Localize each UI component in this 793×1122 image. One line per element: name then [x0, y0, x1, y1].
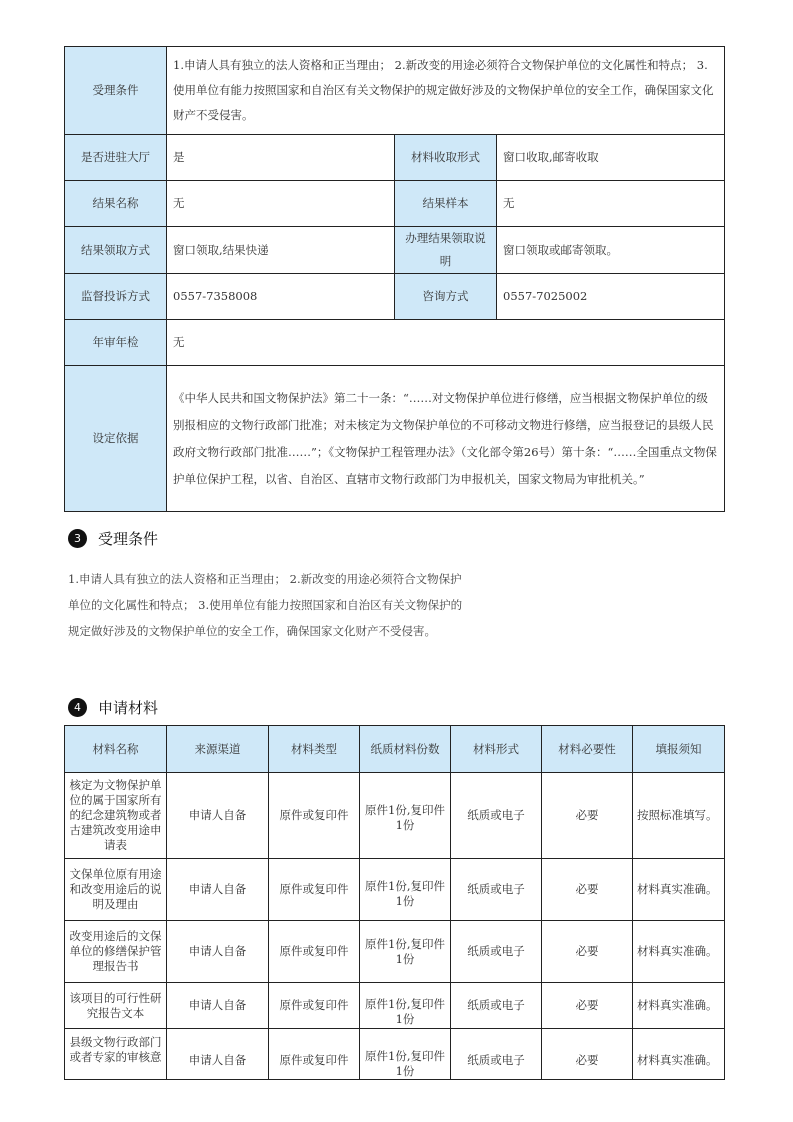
complaint-label: 监督投诉方式: [65, 274, 167, 320]
basis-value: 《中华人民共和国文物保护法》第二十一条：“……对文物保护单位进行修缮，应当根据文物保护单位的级别报相应的文物行政部门批准；对未核定为文物保护单位的不可移动文物进行修缮，应当报登记的县级人民政府文物行政部门批准……”；《文物保护工程管理办法》（文化部令第26号）第十条：“……全国重点文物保护单位保护工程，以省、自治区、直辖市文物行政部门为申报机关，国家文物局为审批机关。”: [167, 366, 725, 512]
header-material-name: 材料名称: [65, 726, 167, 773]
material-form: 纸质或电子: [451, 859, 542, 921]
header-source: 来源渠道: [167, 726, 269, 773]
section-number-badge: 4: [68, 698, 87, 717]
material-required: 必要: [542, 859, 633, 921]
material-note: 材料真实准确。: [633, 1029, 725, 1080]
material-required: 必要: [542, 921, 633, 983]
service-info-table: [64, 46, 725, 512]
basis-label: 设定依据: [65, 366, 167, 512]
section-number-badge: 3: [68, 529, 87, 548]
material-name: 改变用途后的文保单位的修缮保护管理报告书: [65, 921, 167, 983]
conditions-paragraph: 1.申请人具有独立的法人资格和正当理由； 2.新改变的用途必须符合文物保护单位的文化属性和特点； 3.使用单位有能力按照国家和自治区有关文物保护的规定做好涉及的文物保护单位的安全工作，确保国家文化财产不受侵害。: [68, 572, 463, 638]
result-name-label: 结果名称: [65, 181, 167, 227]
material-source: 申请人自备: [167, 859, 269, 921]
material-type: 原件或复印件: [269, 983, 360, 1029]
material-form: 纸质或电子: [451, 773, 542, 859]
material-name: 县级文物行政部门或者专家的审核意: [65, 1029, 167, 1080]
header-type: 材料类型: [269, 726, 360, 773]
material-type: 原件或复印件: [269, 1029, 360, 1080]
material-required: 必要: [542, 1029, 633, 1080]
material-type: 原件或复印件: [269, 773, 360, 859]
material-required: 必要: [542, 773, 633, 859]
hall-value: 是: [167, 135, 395, 181]
result-sample-value: 无: [497, 181, 725, 227]
material-source: 申请人自备: [167, 983, 269, 1029]
material-note: 按照标准填写。: [633, 773, 725, 859]
material-form: 纸质或电子: [451, 1029, 542, 1080]
annual-label: 年审年检: [65, 320, 167, 366]
material-copies: 原件1份,复印件1份: [360, 1029, 451, 1080]
result-note-label: 办理结果领取说明: [395, 227, 497, 274]
conditions-value: 1.申请人具有独立的法人资格和正当理由； 2.新改变的用途必须符合文物保护单位的文化属性和特点； 3.使用单位有能力按照国家和自治区有关文物保护的规定做好涉及的文物保护单位的安全工作，确保国家文化财产不受侵害。: [167, 47, 725, 135]
material-copies: 原件1份,复印件1份: [360, 773, 451, 859]
materials-table: [64, 725, 725, 1080]
material-copies: 原件1份,复印件1份: [360, 983, 451, 1029]
hall-label: 是否进驻大厅: [65, 135, 167, 181]
conditions-label: 受理条件: [65, 47, 167, 135]
result-get-value: 窗口领取,结果快递: [167, 227, 395, 274]
material-form: 纸质或电子: [451, 921, 542, 983]
result-get-label: 结果领取方式: [65, 227, 167, 274]
material-source: 申请人自备: [167, 921, 269, 983]
result-sample-label: 结果样本: [395, 181, 497, 227]
section-heading-materials: [68, 697, 158, 718]
table-row: [65, 1029, 725, 1080]
section-heading-conditions: [68, 528, 158, 549]
header-copies: 纸质材料份数: [360, 726, 451, 773]
material-name: 该项目的可行性研究报告文本: [65, 983, 167, 1029]
material-copies: 原件1份,复印件1份: [360, 921, 451, 983]
material-copies: 原件1份,复印件1份: [360, 859, 451, 921]
material-note: 材料真实准确。: [633, 859, 725, 921]
complaint-value: 0557-7358008: [167, 274, 395, 320]
material-type: 原件或复印件: [269, 921, 360, 983]
material-form: 纸质或电子: [451, 983, 542, 1029]
material-note: 材料真实准确。: [633, 921, 725, 983]
annual-value: 无: [167, 320, 725, 366]
header-note: 填报须知: [633, 726, 725, 773]
table-row: [65, 921, 725, 983]
material-note: 材料真实准确。: [633, 983, 725, 1029]
collect-label: 材料收取形式: [395, 135, 497, 181]
collect-value: 窗口收取,邮寄收取: [497, 135, 725, 181]
material-type: 原件或复印件: [269, 859, 360, 921]
result-note-value: 窗口领取或邮寄领取。: [497, 227, 725, 274]
table-row: [65, 773, 725, 859]
material-name: 文保单位原有用途和改变用途后的说明及理由: [65, 859, 167, 921]
material-name: 核定为文物保护单位的属于国家所有的纪念建筑物或者古建筑改变用途申请表: [65, 773, 167, 859]
header-required: 材料必要性: [542, 726, 633, 773]
consult-value: 0557-7025002: [497, 274, 725, 320]
table-row: [65, 983, 725, 1029]
material-source: 申请人自备: [167, 1029, 269, 1080]
table-row: [65, 859, 725, 921]
section-title: 受理条件: [98, 530, 159, 548]
result-name-value: 无: [167, 181, 395, 227]
material-required: 必要: [542, 983, 633, 1029]
material-source: 申请人自备: [167, 773, 269, 859]
consult-label: 咨询方式: [395, 274, 497, 320]
section-title: 申请材料: [98, 699, 159, 717]
header-form: 材料形式: [451, 726, 542, 773]
